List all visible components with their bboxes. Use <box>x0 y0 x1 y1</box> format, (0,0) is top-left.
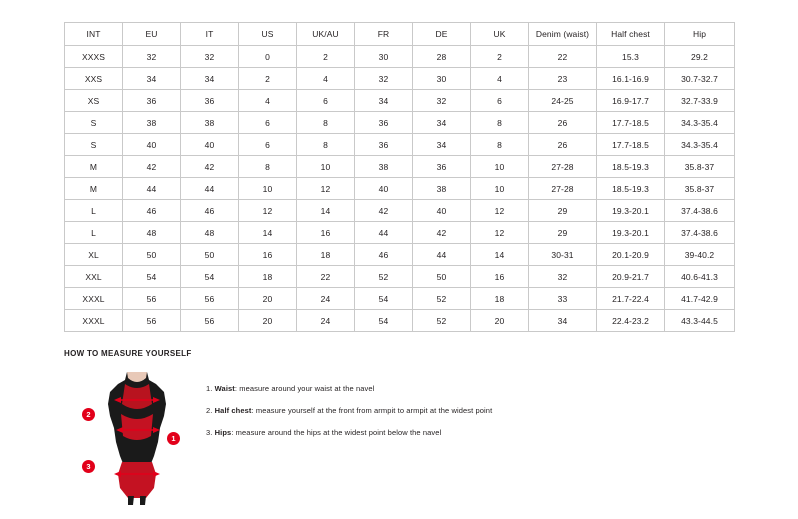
table-cell: S <box>65 134 123 156</box>
table-cell: 56 <box>181 310 239 332</box>
table-cell: 32 <box>413 90 471 112</box>
table-cell: XXXL <box>65 288 123 310</box>
table-cell: 36 <box>355 134 413 156</box>
table-cell: 24 <box>297 310 355 332</box>
table-cell: 32 <box>355 68 413 90</box>
table-cell: 18 <box>297 244 355 266</box>
table-cell: 16.9-17.7 <box>597 90 665 112</box>
table-cell: 44 <box>413 244 471 266</box>
table-cell: 36 <box>413 156 471 178</box>
table-cell: 40 <box>123 134 181 156</box>
table-body <box>65 46 735 332</box>
table-cell: 36 <box>181 90 239 112</box>
table-cell: 17.7-18.5 <box>597 112 665 134</box>
table-cell: 20.1-20.9 <box>597 244 665 266</box>
table-cell: 54 <box>355 310 413 332</box>
measurement-figure <box>82 370 192 505</box>
note-term: Waist <box>214 384 235 393</box>
table-cell: 42 <box>355 200 413 222</box>
table-header <box>65 23 735 46</box>
badge-half-chest: 2 <box>82 408 95 421</box>
measurement-note-hips <box>206 428 492 438</box>
table-cell: XXL <box>65 266 123 288</box>
table-cell: 54 <box>355 288 413 310</box>
table-cell: 52 <box>413 288 471 310</box>
table-cell: 46 <box>355 244 413 266</box>
table-cell: 40 <box>181 134 239 156</box>
table-row <box>65 178 735 200</box>
note-term: Hips <box>214 428 232 437</box>
table-cell: 42 <box>181 156 239 178</box>
table-cell: 20 <box>239 288 297 310</box>
column-header-de: DE <box>413 23 471 46</box>
table-row <box>65 46 735 68</box>
table-cell: 26 <box>529 134 597 156</box>
table-cell: 0 <box>239 46 297 68</box>
table-cell: 52 <box>355 266 413 288</box>
table-cell: XXXL <box>65 310 123 332</box>
measurement-note-half-chest <box>206 406 492 416</box>
column-header-int: INT <box>65 23 123 46</box>
column-header-uk: UK <box>471 23 529 46</box>
table-cell: 30 <box>413 68 471 90</box>
table-cell: 2 <box>471 46 529 68</box>
note-text: : measure around the hips at the widest point below the navel <box>231 428 442 437</box>
table-row <box>65 68 735 90</box>
table-cell: 6 <box>239 134 297 156</box>
table-cell: 17.7-18.5 <box>597 134 665 156</box>
table-cell: 37.4-38.6 <box>665 222 735 244</box>
column-header-fr: FR <box>355 23 413 46</box>
table-cell: 19.3-20.1 <box>597 200 665 222</box>
table-cell: 40.6-41.3 <box>665 266 735 288</box>
column-header-eu: EU <box>123 23 181 46</box>
table-cell: S <box>65 112 123 134</box>
table-cell: 32 <box>123 46 181 68</box>
table-cell: 24-25 <box>529 90 597 112</box>
column-header-hip: Hip <box>665 23 735 46</box>
table-cell: 6 <box>297 90 355 112</box>
table-cell: 50 <box>181 244 239 266</box>
table-cell: 15.3 <box>597 46 665 68</box>
table-cell: 38 <box>123 112 181 134</box>
table-cell: 10 <box>471 156 529 178</box>
table-cell: L <box>65 222 123 244</box>
note-number: 3. <box>206 428 213 437</box>
table-cell: 34.3-35.4 <box>665 134 735 156</box>
table-cell: 10 <box>471 178 529 200</box>
note-number: 2. <box>206 406 213 415</box>
table-cell: 27-28 <box>529 178 597 200</box>
table-cell: XS <box>65 90 123 112</box>
table-header-row <box>65 23 735 46</box>
table-cell: 20.9-21.7 <box>597 266 665 288</box>
table-cell: 33 <box>529 288 597 310</box>
table-cell: 34.3-35.4 <box>665 112 735 134</box>
table-cell: 10 <box>297 156 355 178</box>
table-row <box>65 288 735 310</box>
table-cell: 34 <box>413 134 471 156</box>
table-cell: 30.7-32.7 <box>665 68 735 90</box>
table-cell: 16 <box>239 244 297 266</box>
column-header-it: IT <box>181 23 239 46</box>
table-cell: 36 <box>355 112 413 134</box>
table-cell: 4 <box>297 68 355 90</box>
table-cell: 8 <box>239 156 297 178</box>
table-cell: 32 <box>529 266 597 288</box>
table-cell: 18.5-19.3 <box>597 178 665 200</box>
table-cell: 34 <box>123 68 181 90</box>
table-row <box>65 310 735 332</box>
table-cell: 8 <box>297 112 355 134</box>
table-cell: 44 <box>355 222 413 244</box>
table-cell: 12 <box>297 178 355 200</box>
table-cell: 30-31 <box>529 244 597 266</box>
table-cell: 6 <box>239 112 297 134</box>
table-cell: M <box>65 156 123 178</box>
table-cell: 38 <box>355 156 413 178</box>
table-cell: 29.2 <box>665 46 735 68</box>
table-cell: 52 <box>413 310 471 332</box>
table-cell: 36 <box>123 90 181 112</box>
note-text: : measure around your waist at the navel <box>234 384 375 393</box>
table-cell: 19.3-20.1 <box>597 222 665 244</box>
table-cell: 16 <box>471 266 529 288</box>
table-cell: XXS <box>65 68 123 90</box>
table-cell: 14 <box>239 222 297 244</box>
table-cell: 56 <box>123 310 181 332</box>
table-cell: 35.8-37 <box>665 178 735 200</box>
table-cell: 22 <box>529 46 597 68</box>
table-cell: 56 <box>123 288 181 310</box>
table-row <box>65 222 735 244</box>
table-cell: 16.1-16.9 <box>597 68 665 90</box>
table-cell: 54 <box>123 266 181 288</box>
table-cell: 22 <box>297 266 355 288</box>
table-cell: XXXS <box>65 46 123 68</box>
table-cell: 23 <box>529 68 597 90</box>
table-row <box>65 112 735 134</box>
table-cell: 6 <box>471 90 529 112</box>
measurement-notes <box>206 370 492 450</box>
table-row <box>65 134 735 156</box>
table-cell: 37.4-38.6 <box>665 200 735 222</box>
table-cell: 18 <box>471 288 529 310</box>
table-cell: 27-28 <box>529 156 597 178</box>
table-cell: 35.8-37 <box>665 156 735 178</box>
table-cell: 2 <box>239 68 297 90</box>
table-cell: 29 <box>529 200 597 222</box>
table-cell: 34 <box>529 310 597 332</box>
table-cell: 46 <box>181 200 239 222</box>
column-header-uk-au: UK/AU <box>297 23 355 46</box>
table-cell: 4 <box>239 90 297 112</box>
table-row <box>65 244 735 266</box>
table-cell: 26 <box>529 112 597 134</box>
table-cell: 18.5-19.3 <box>597 156 665 178</box>
table-cell: 10 <box>239 178 297 200</box>
table-cell: 40 <box>413 200 471 222</box>
table-row <box>65 266 735 288</box>
note-number: 1. <box>206 384 213 393</box>
table-cell: 46 <box>123 200 181 222</box>
table-cell: 32 <box>181 46 239 68</box>
table-cell: 21.7-22.4 <box>597 288 665 310</box>
table-cell: 12 <box>471 222 529 244</box>
how-to-measure-title: HOW TO MEASURE YOURSELF <box>64 349 192 358</box>
table-cell: 44 <box>181 178 239 200</box>
table-cell: 48 <box>181 222 239 244</box>
note-text: : measure yourself at the front from armpit to armpit at the widest point <box>251 406 493 415</box>
table-cell: 16 <box>297 222 355 244</box>
column-header-half-chest: Half chest <box>597 23 665 46</box>
table-cell: 34 <box>355 90 413 112</box>
badge-hips: 3 <box>82 460 95 473</box>
column-header-us: US <box>239 23 297 46</box>
table-row <box>65 156 735 178</box>
table-cell: M <box>65 178 123 200</box>
measurement-note-waist <box>206 384 492 394</box>
table-cell: 48 <box>123 222 181 244</box>
table-cell: 22.4-23.2 <box>597 310 665 332</box>
table-cell: 56 <box>181 288 239 310</box>
note-term: Half chest <box>214 406 252 415</box>
how-to-measure-section <box>64 349 734 505</box>
table-cell: 12 <box>471 200 529 222</box>
table-cell: 4 <box>471 68 529 90</box>
table-cell: 12 <box>239 200 297 222</box>
table-cell: 38 <box>181 112 239 134</box>
table-cell: 28 <box>413 46 471 68</box>
table-cell: 14 <box>297 200 355 222</box>
table-cell: XL <box>65 244 123 266</box>
table-cell: 2 <box>297 46 355 68</box>
table-cell: 43.3-44.5 <box>665 310 735 332</box>
table-cell: 18 <box>239 266 297 288</box>
table-cell: 8 <box>471 134 529 156</box>
table-cell: L <box>65 200 123 222</box>
size-table-container <box>64 22 734 332</box>
table-cell: 40 <box>355 178 413 200</box>
table-cell: 29 <box>529 222 597 244</box>
table-cell: 30 <box>355 46 413 68</box>
table-cell: 34 <box>413 112 471 134</box>
mannequin-leg-left <box>128 496 134 505</box>
table-cell: 38 <box>413 178 471 200</box>
table-cell: 50 <box>123 244 181 266</box>
mannequin-hips <box>118 462 156 498</box>
column-header-denim-waist: Denim (waist) <box>529 23 597 46</box>
table-cell: 14 <box>471 244 529 266</box>
table-cell: 39-40.2 <box>665 244 735 266</box>
table-cell: 50 <box>413 266 471 288</box>
table-cell: 20 <box>471 310 529 332</box>
table-cell: 54 <box>181 266 239 288</box>
how-to-measure-body <box>64 370 734 505</box>
table-row <box>65 200 735 222</box>
table-cell: 42 <box>123 156 181 178</box>
badge-waist: 1 <box>167 432 180 445</box>
table-cell: 42 <box>413 222 471 244</box>
size-conversion-table <box>64 22 735 332</box>
table-cell: 8 <box>471 112 529 134</box>
mannequin-leg-right <box>140 496 146 505</box>
table-cell: 32.7-33.9 <box>665 90 735 112</box>
table-cell: 41.7-42.9 <box>665 288 735 310</box>
table-cell: 44 <box>123 178 181 200</box>
table-row <box>65 90 735 112</box>
table-cell: 8 <box>297 134 355 156</box>
table-cell: 34 <box>181 68 239 90</box>
table-cell: 20 <box>239 310 297 332</box>
table-cell: 24 <box>297 288 355 310</box>
